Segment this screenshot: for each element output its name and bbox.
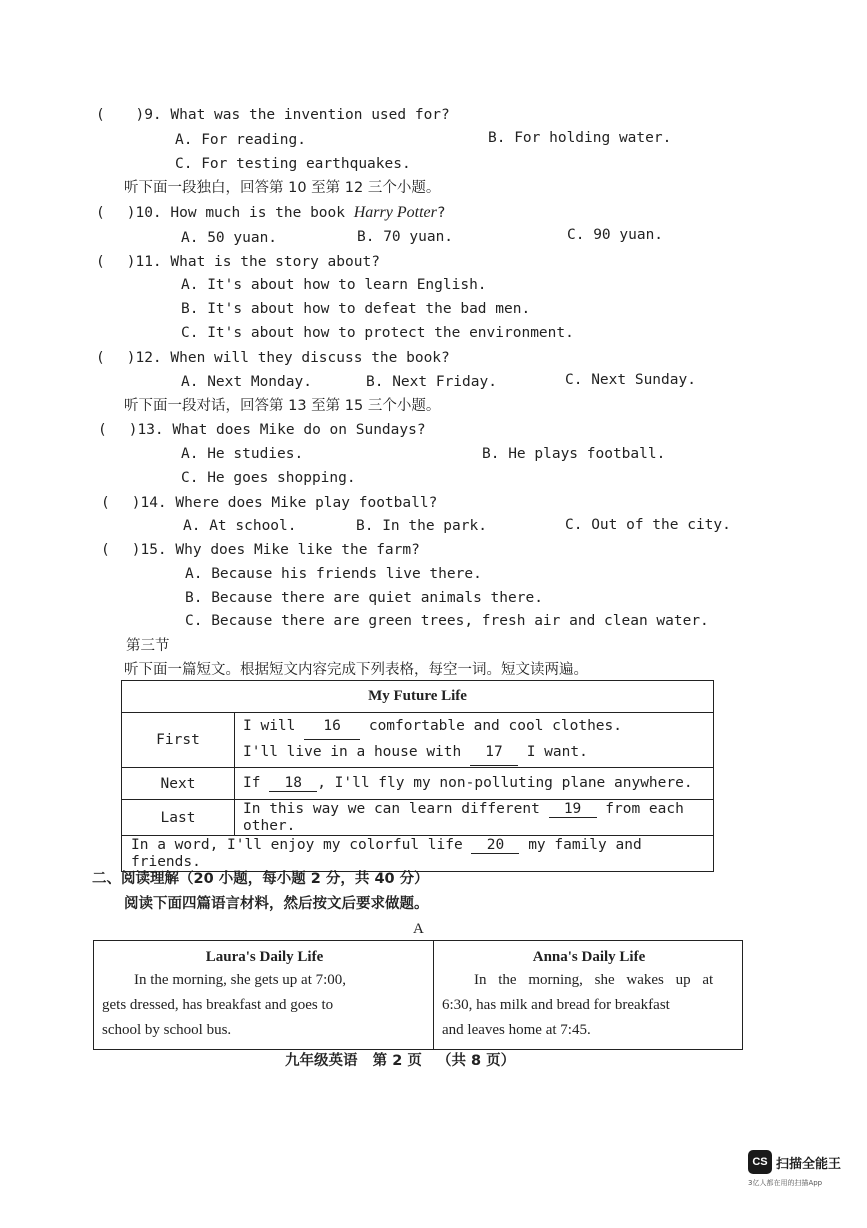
blank-16[interactable]: 16 [304, 714, 360, 740]
question-14: ( )14. Where does Mike play football? [101, 495, 438, 511]
book-title: Harry Potter [353, 204, 437, 221]
option-a: A. For reading. [175, 132, 306, 148]
anna-line-2: 6:30, has milk and bread for breakfast [442, 997, 670, 1013]
blank-18[interactable]: 18 [269, 775, 317, 792]
laura-title: Laura's Daily Life [205, 949, 324, 965]
option-a: A. It's about how to learn English. [181, 277, 487, 293]
row-content-next: If 18 , I'll fly my non-polluting plane anywhere. [235, 768, 714, 800]
row-label-last: Last [122, 800, 235, 836]
answer-paren[interactable]: ( [96, 107, 105, 123]
laura-line-2: gets dressed, has breakfast and goes to [102, 997, 334, 1013]
watermark-name: 扫描全能王 [776, 1157, 842, 1172]
laura-box [94, 941, 434, 1050]
anna-line-3: and leaves home at 7:45. [442, 1022, 591, 1038]
anna-title: Anna's Daily Life [532, 949, 646, 965]
section-3-instruction: 听下面一篇短文。根据短文内容完成下列表格，每空一词。短文读两遍。 [124, 662, 588, 678]
laura-line-1: In the morning, she gets up at 7:00, [134, 972, 347, 988]
option-b: B. For holding water. [488, 130, 672, 146]
option-c: C. For testing earthquakes. [175, 156, 411, 172]
option-c: C. Out of the city. [565, 517, 731, 533]
page-footer: 九年级英语 第 2 页 （共 8 页） [285, 1053, 516, 1069]
row-label-next: Next [122, 768, 235, 800]
option-b: B. He plays football. [482, 446, 666, 462]
option-a: A. He studies. [181, 446, 304, 462]
option-a: A. Next Monday. [181, 374, 312, 390]
table-summary: In a word, I'll enjoy my colorful life 20 my family and friends. [122, 836, 714, 872]
option-c: C. Next Sunday. [565, 372, 696, 388]
question-text: What was the invention used for? [170, 107, 450, 123]
passage-a-table [93, 940, 743, 1050]
option-c: C. 90 yuan. [567, 227, 664, 243]
passage-label: A [413, 921, 424, 937]
watermark-tagline: 3亿人都在用的扫描App [748, 1179, 823, 1187]
question-12: ( )12. When will they discuss the book? [96, 350, 450, 366]
option-b: B. It's about how to defeat the bad men. [181, 301, 531, 317]
option-b: B. Because there are quiet animals there. [185, 590, 543, 606]
row-content-last: In this way we can learn different 19 from each other. [235, 800, 714, 836]
instruction-monologue: 听下面一段独白，回答第 10 至第 12 三个小题。 [124, 180, 441, 196]
option-c: C. He goes shopping. [181, 470, 356, 486]
question-number: 9. [144, 107, 162, 123]
question-15: ( )15. Why does Mike like the farm? [101, 542, 420, 558]
laura-line-3: school by school bus. [102, 1022, 232, 1038]
option-b: B. In the park. [356, 518, 487, 534]
reading-instruction: 阅读下面四篇语言材料，然后按文后要求做题。 [124, 896, 429, 912]
question-9: ( )9. What was the invention used for? [96, 107, 450, 123]
blank-20[interactable]: 20 [471, 837, 519, 854]
option-a: A. 50 yuan. [181, 230, 278, 246]
option-b: B. 70 yuan. [357, 229, 454, 245]
row-label-first: First [122, 713, 235, 768]
instruction-dialogue: 听下面一段对话，回答第 13 至第 15 三个小题。 [124, 398, 441, 414]
row-content-first: I will 16 comfortable and cool clothes. I'll live in a house with 17 I want. [235, 713, 714, 768]
table-title: My Future Life [122, 681, 714, 713]
option-a: A. At school. [183, 518, 297, 534]
camscanner-logo-icon: CS [748, 1150, 772, 1174]
anna-box [434, 941, 743, 1050]
question-10: ( )10. How much is the book Harry Potter? [96, 204, 446, 221]
reading-heading: 二、阅读理解（20 小题，每小题 2 分，共 40 分） [92, 871, 429, 887]
scanner-watermark [748, 1150, 860, 1190]
future-life-table [121, 680, 714, 872]
option-c: C. It's about how to protect the environment. [181, 325, 574, 341]
option-a: A. Because his friends live there. [185, 566, 482, 582]
question-11: ( )11. What is the story about? [96, 254, 380, 270]
option-c: C. Because there are green trees, fresh air and clean water. [185, 613, 709, 629]
option-b: B. Next Friday. [366, 374, 497, 390]
blank-17[interactable]: 17 [470, 740, 518, 766]
section-3-title: 第三节 [126, 638, 170, 654]
question-13: ( )13. What does Mike do on Sundays? [98, 422, 426, 438]
anna-line-1: In the morning, she wakes up at [474, 972, 714, 988]
blank-19[interactable]: 19 [549, 801, 597, 818]
